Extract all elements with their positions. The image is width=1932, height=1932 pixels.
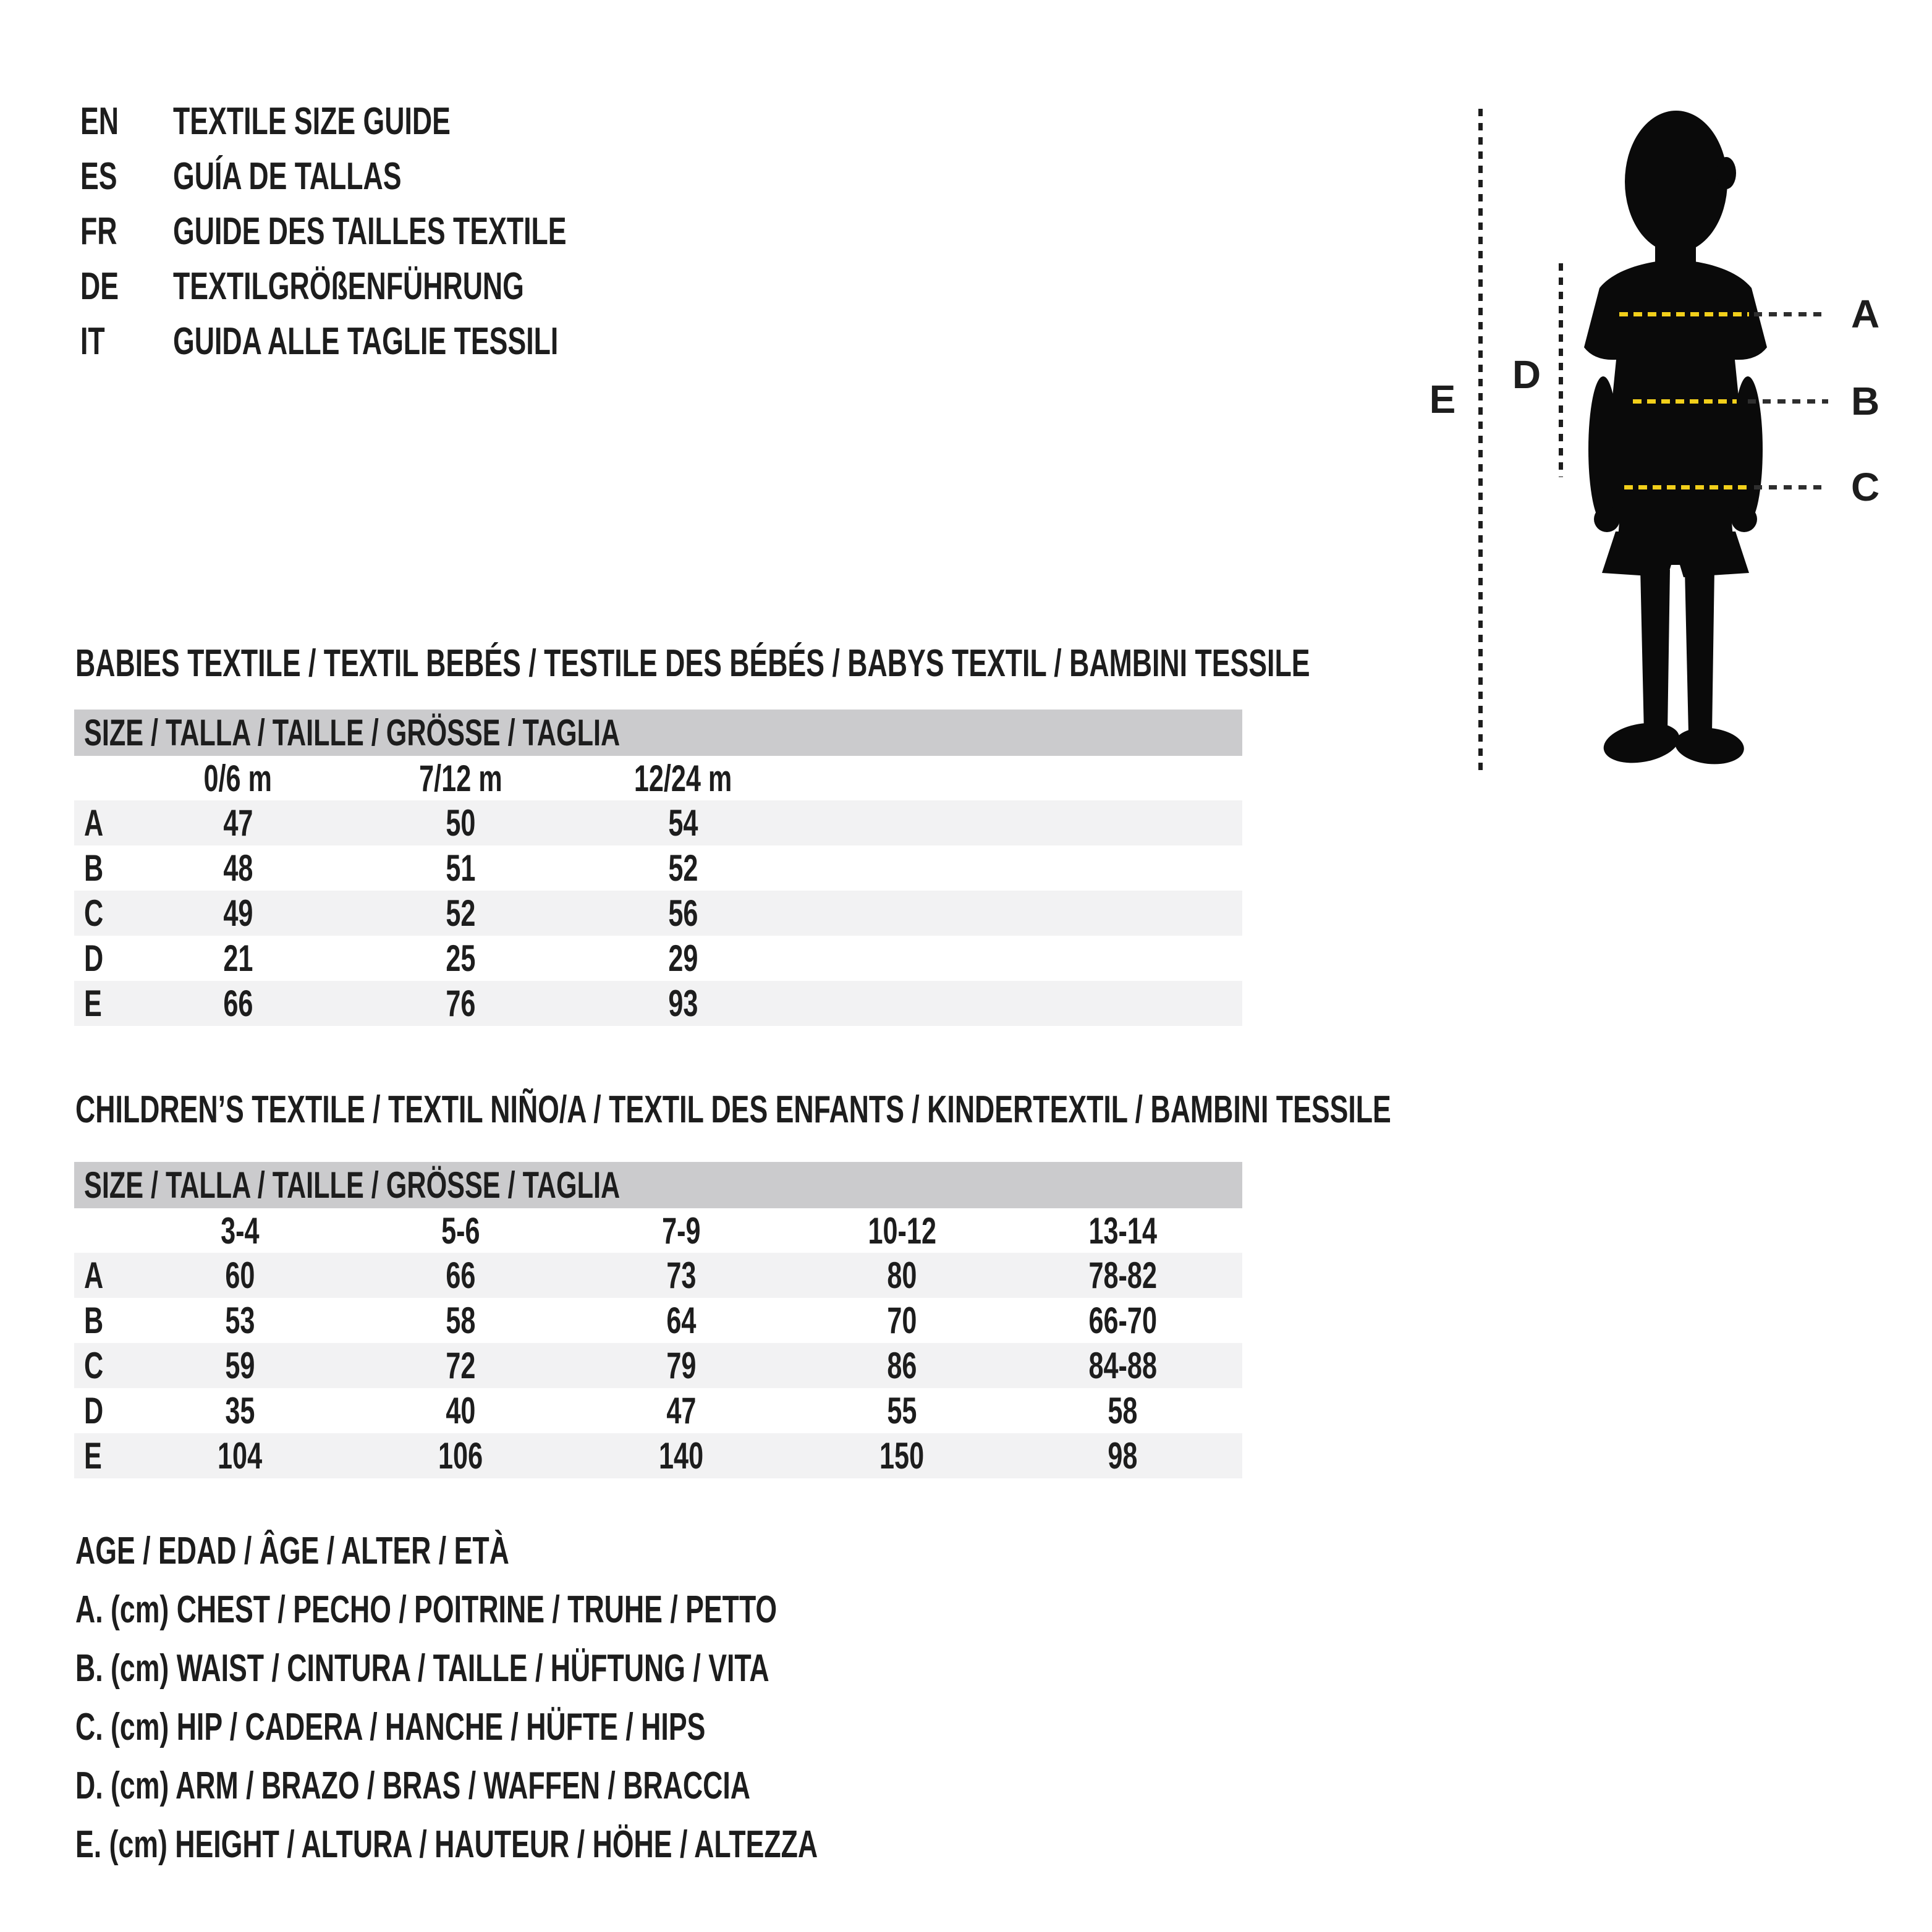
cell-value: 104 — [218, 1435, 263, 1477]
children-section-heading: CHILDREN’S TEXTILE / TEXTIL NIÑO/A / TEXTIL DES ENFANTS / KINDERTEXTIL / BAMBINI TESSILE — [75, 1088, 1391, 1131]
row-label: E — [84, 1435, 102, 1477]
cell-value: 49 — [222, 892, 253, 934]
figure-right-shoe — [1673, 724, 1745, 767]
babies-col-0: 0/6 m — [203, 757, 273, 799]
cell-value: 25 — [445, 938, 476, 979]
children-size-header: SIZE / TALLA / TAILLE / GRÖSSE / TAGLIA — [84, 1164, 621, 1206]
figure-right-hand — [1731, 506, 1757, 532]
cell-value: 86 — [887, 1345, 917, 1386]
cell-value: 66 — [446, 1255, 476, 1296]
babies-row-d — [74, 936, 1242, 981]
language-row-en — [80, 94, 719, 149]
children-row-b — [74, 1298, 1242, 1343]
row-label: B — [84, 1300, 104, 1341]
legend-waist: B. (cm) WAIST / CINTURA / TAILLE / HÜFTUNG / VITA — [75, 1647, 769, 1690]
cell-value: 53 — [225, 1300, 255, 1341]
cell-value: 47 — [222, 802, 253, 844]
children-table-header-bar — [74, 1162, 1242, 1208]
waist-line-b-outer-dash — [1748, 399, 1828, 404]
children-row-a — [74, 1253, 1242, 1298]
cell-value: 59 — [225, 1345, 255, 1386]
waist-line-b-body-dash — [1633, 399, 1737, 404]
cell-value: 48 — [222, 847, 253, 889]
cell-value: 50 — [445, 802, 476, 844]
legend-chest: A. (cm) CHEST / PECHO / POITRINE / TRUHE / PETTO — [75, 1588, 777, 1631]
babies-size-header: SIZE / TALLA / TAILLE / GRÖSSE / TAGLIA — [84, 712, 621, 753]
children-col-2: 7-9 — [662, 1210, 701, 1252]
language-title: GUIDA ALLE TAGLIE TESSILI — [173, 320, 559, 363]
babies-row-e — [74, 981, 1242, 1026]
babies-size-table — [74, 710, 1242, 1026]
cell-value: 73 — [666, 1255, 697, 1296]
language-title: GUÍA DE TALLAS — [173, 155, 402, 198]
children-row-c — [74, 1343, 1242, 1388]
cell-value: 55 — [887, 1390, 917, 1431]
figure-left-arm — [1588, 376, 1618, 522]
row-label: B — [84, 847, 104, 889]
measure-label-b: B — [1851, 379, 1880, 423]
cell-value: 76 — [445, 983, 476, 1024]
legend-hip: C. (cm) HIP / CADERA / HANCHE / HÜFTE / HIPS — [75, 1706, 706, 1748]
legend-age: AGE / EDAD / ÂGE / ALTER / ETÀ — [75, 1530, 509, 1572]
language-title: TEXTILGRÖßENFÜHRUNG — [173, 265, 524, 308]
cell-value: 51 — [445, 847, 476, 889]
measurement-legend — [75, 1522, 1106, 1874]
children-row-d — [74, 1388, 1242, 1433]
babies-columns-row — [74, 756, 1242, 800]
figure-left-hand — [1594, 506, 1620, 532]
measure-label-a: A — [1851, 292, 1880, 336]
language-code: DE — [80, 265, 119, 308]
cell-value: 58 — [1108, 1390, 1138, 1431]
cell-value: 66-70 — [1088, 1300, 1157, 1341]
measure-label-d: D — [1512, 352, 1541, 397]
children-col-1: 5-6 — [441, 1210, 480, 1252]
language-code: EN — [80, 100, 119, 143]
arm-measure-line-d — [1559, 263, 1563, 477]
children-col-3: 10-12 — [868, 1210, 936, 1252]
cell-value: 80 — [887, 1255, 917, 1296]
row-label: C — [84, 1345, 104, 1386]
row-label: C — [84, 892, 104, 934]
cell-value: 84-88 — [1088, 1345, 1157, 1386]
children-size-table — [74, 1162, 1242, 1478]
language-list — [80, 94, 719, 369]
language-title: GUIDE DES TAILLES TEXTILE — [173, 210, 567, 253]
children-col-4: 13-14 — [1088, 1210, 1157, 1252]
figure-shorts — [1602, 532, 1749, 577]
row-label: D — [84, 1390, 104, 1431]
row-label: D — [84, 938, 104, 979]
cell-value: 64 — [666, 1300, 697, 1341]
cell-value: 150 — [879, 1435, 925, 1477]
language-code: ES — [80, 155, 117, 198]
cell-value: 47 — [666, 1390, 697, 1431]
cell-value: 52 — [445, 892, 476, 934]
hip-line-c-body-dash — [1624, 485, 1750, 489]
measure-label-c: C — [1851, 465, 1880, 509]
babies-row-a — [74, 800, 1242, 845]
cell-value: 21 — [222, 938, 253, 979]
cell-value: 93 — [667, 983, 698, 1024]
cell-value: 78-82 — [1088, 1255, 1157, 1296]
row-label: E — [84, 983, 102, 1024]
language-row-es — [80, 149, 719, 204]
language-code: FR — [80, 210, 117, 253]
figure-left-shoe — [1601, 718, 1683, 768]
language-title: TEXTILE SIZE GUIDE — [173, 100, 451, 143]
cell-value: 60 — [225, 1255, 255, 1296]
cell-value: 140 — [659, 1435, 704, 1477]
figure-right-arm — [1733, 376, 1763, 522]
babies-table-header-bar — [74, 710, 1242, 756]
figure-ear — [1716, 157, 1736, 189]
measure-label-e: E — [1429, 377, 1456, 422]
cell-value: 66 — [222, 983, 253, 1024]
cell-value: 35 — [225, 1390, 255, 1431]
legend-height: E. (cm) HEIGHT / ALTURA / HAUTEUR / HÖHE / ALTEZZA — [75, 1823, 818, 1866]
row-label: A — [84, 802, 104, 844]
children-col-0: 3-4 — [221, 1210, 260, 1252]
cell-value: 70 — [887, 1300, 917, 1341]
cell-value: 40 — [446, 1390, 476, 1431]
chest-line-a-outer-dash — [1754, 312, 1828, 316]
cell-value: 29 — [667, 938, 698, 979]
cell-value: 106 — [438, 1435, 483, 1477]
language-row-it — [80, 314, 719, 369]
language-row-fr — [80, 204, 719, 259]
children-row-e — [74, 1433, 1242, 1478]
cell-value: 54 — [667, 802, 698, 844]
babies-col-1: 7/12 m — [418, 757, 502, 799]
children-columns-row — [74, 1208, 1242, 1253]
hip-line-c-outer-dash — [1754, 485, 1828, 489]
babies-row-c — [74, 891, 1242, 936]
chest-line-a-body-dash — [1619, 312, 1749, 316]
legend-arm: D. (cm) ARM / BRAZO / BRAS / WAFFEN / BRACCIA — [75, 1765, 751, 1807]
cell-value: 52 — [667, 847, 698, 889]
row-label: A — [84, 1255, 104, 1296]
cell-value: 79 — [666, 1345, 697, 1386]
language-code: IT — [80, 320, 105, 363]
cell-value: 58 — [446, 1300, 476, 1341]
cell-value: 72 — [446, 1345, 476, 1386]
babies-col-2: 12/24 m — [633, 757, 732, 799]
cell-value: 98 — [1108, 1435, 1138, 1477]
babies-section-heading: BABIES TEXTILE / TEXTIL BEBÉS / TESTILE DES BÉBÉS / BABYS TEXTIL / BAMBINI TESSILE — [75, 642, 1310, 685]
cell-value: 56 — [667, 892, 698, 934]
language-row-de — [80, 259, 719, 314]
babies-row-b — [74, 845, 1242, 891]
